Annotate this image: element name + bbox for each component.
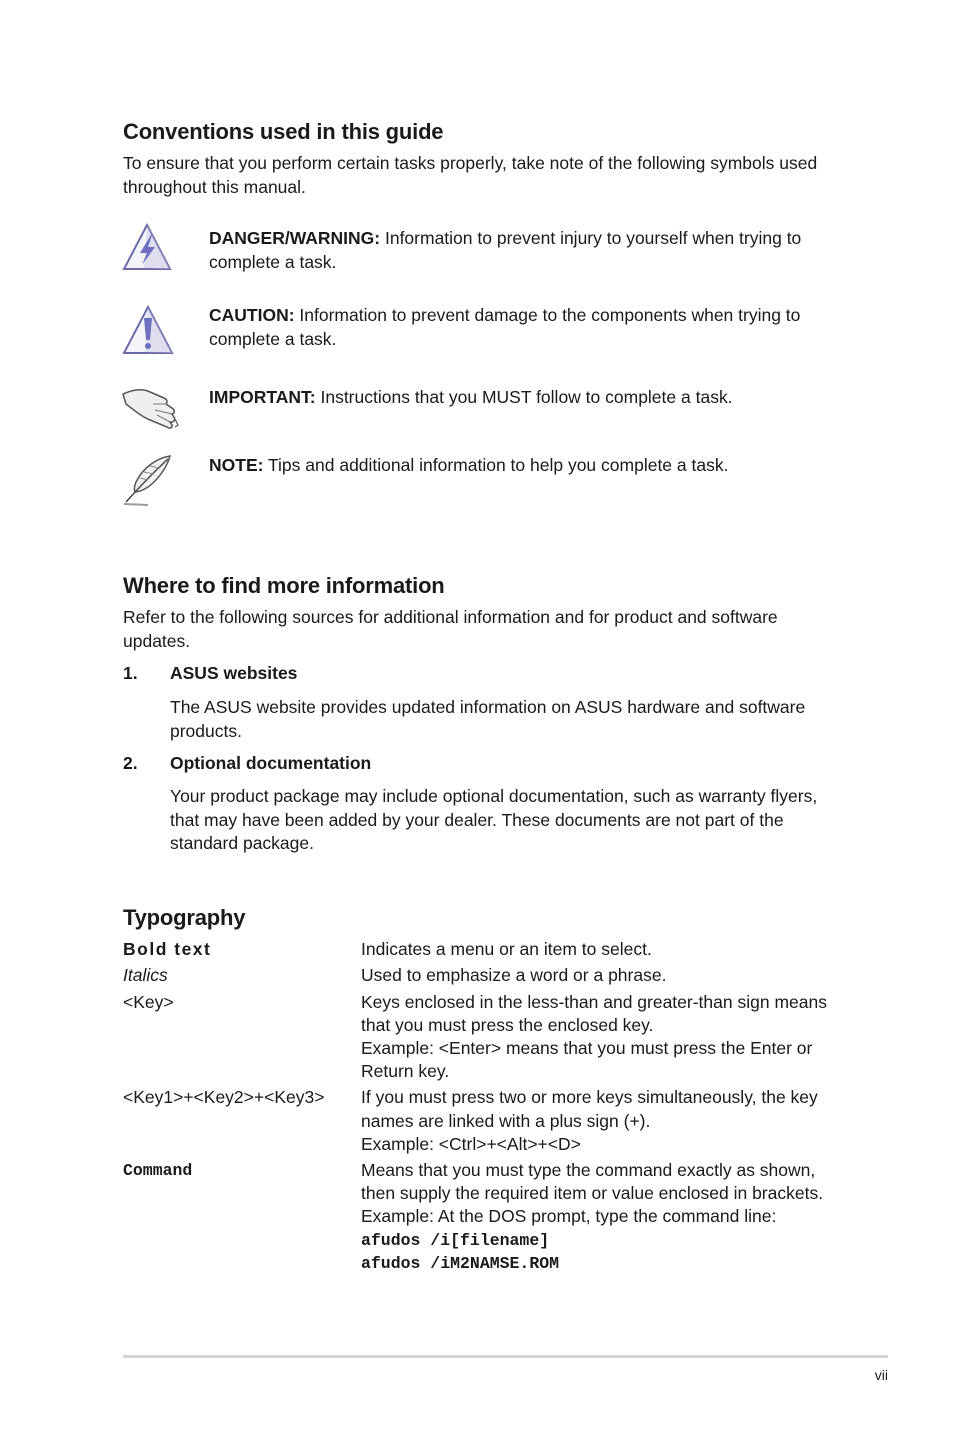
typography-desc-line: Example: <Enter> means that you must press the Enter or bbox=[361, 1038, 813, 1058]
info-item-number: 1. bbox=[123, 663, 138, 683]
typography-desc-line: Means that you must type the command exactly as shown, bbox=[361, 1160, 816, 1180]
typography-heading: Typography bbox=[123, 905, 246, 930]
info-item-number: 2. bbox=[123, 753, 138, 773]
caution-note bbox=[209, 304, 819, 351]
info-item-body: Your product package may include optional documentation, such as warranty flyers, that may have been added by your dealer. These documents are not part of the standard package. bbox=[170, 786, 818, 853]
conventions-heading: Conventions used in this guide bbox=[123, 119, 444, 144]
typography-term-key-combo: <Key1>+<Key2>+<Key3> bbox=[123, 1087, 325, 1107]
danger-warning-note bbox=[209, 227, 819, 274]
typography-desc-line: Keys enclosed in the less-than and greater-than sign means bbox=[361, 992, 827, 1012]
typography-desc-line: If you must press two or more keys simultaneously, the key bbox=[361, 1087, 818, 1107]
typography-desc-line: Return key. bbox=[361, 1061, 450, 1081]
command-example-code: afudos /iM2NAMSE.ROM bbox=[361, 1254, 560, 1273]
danger-warning-icon bbox=[121, 222, 173, 274]
page-number: vii bbox=[874, 1367, 888, 1383]
note-label: NOTE: bbox=[209, 455, 264, 475]
note-text: Tips and additional information to help you complete a task. bbox=[263, 455, 729, 475]
typography-term-italics: Italics bbox=[123, 965, 168, 985]
danger-warning-text: Information to prevent injury to yourself when trying to complete a task. bbox=[209, 228, 802, 272]
typography-term-bold: Bold text bbox=[123, 939, 212, 959]
info-heading: Where to find more information bbox=[123, 573, 445, 598]
important-note bbox=[209, 386, 819, 410]
info-item-heading: ASUS websites bbox=[170, 663, 298, 683]
command-example-code: afudos /i[filename] bbox=[361, 1231, 550, 1250]
typography-desc-line: Example: <Ctrl>+<Alt>+<D> bbox=[361, 1134, 581, 1154]
important-label: IMPORTANT: bbox=[209, 387, 316, 407]
typography-desc-line: then supply the required item or value enclosed in brackets. bbox=[361, 1183, 824, 1203]
info-intro: Refer to the following sources for additional information and for product and software updates. bbox=[123, 607, 778, 651]
typography-desc-line: Indicates a menu or an item to select. bbox=[361, 939, 652, 959]
caution-text: Information to prevent damage to the components when trying to complete a task. bbox=[209, 305, 801, 349]
info-item-heading: Optional documentation bbox=[170, 753, 372, 773]
typography-term-key: <Key> bbox=[123, 992, 174, 1012]
typography-desc-line: that you must press the enclosed key. bbox=[361, 1015, 654, 1035]
caution-label: CAUTION: bbox=[209, 305, 295, 325]
note-feather-icon bbox=[120, 452, 176, 508]
typography-desc-line: names are linked with a plus sign (+). bbox=[361, 1111, 651, 1131]
typography-desc-line: Example: At the DOS prompt, type the command line: bbox=[361, 1206, 777, 1226]
footer-rule bbox=[123, 1355, 888, 1358]
conventions-intro: To ensure that you perform certain tasks properly, take note of the following symbols used throughout this manual. bbox=[123, 153, 818, 197]
info-item-body: The ASUS website provides updated information on ASUS hardware and software products. bbox=[170, 697, 806, 741]
important-text: Instructions that you MUST follow to complete a task. bbox=[315, 387, 733, 407]
danger-warning-label: DANGER/WARNING: bbox=[209, 228, 381, 248]
important-hand-icon bbox=[120, 384, 182, 430]
typography-term-command: Command bbox=[123, 1161, 193, 1180]
typography-desc-line: Used to emphasize a word or a phrase. bbox=[361, 965, 667, 985]
note-note bbox=[209, 454, 819, 478]
caution-icon bbox=[121, 304, 175, 358]
